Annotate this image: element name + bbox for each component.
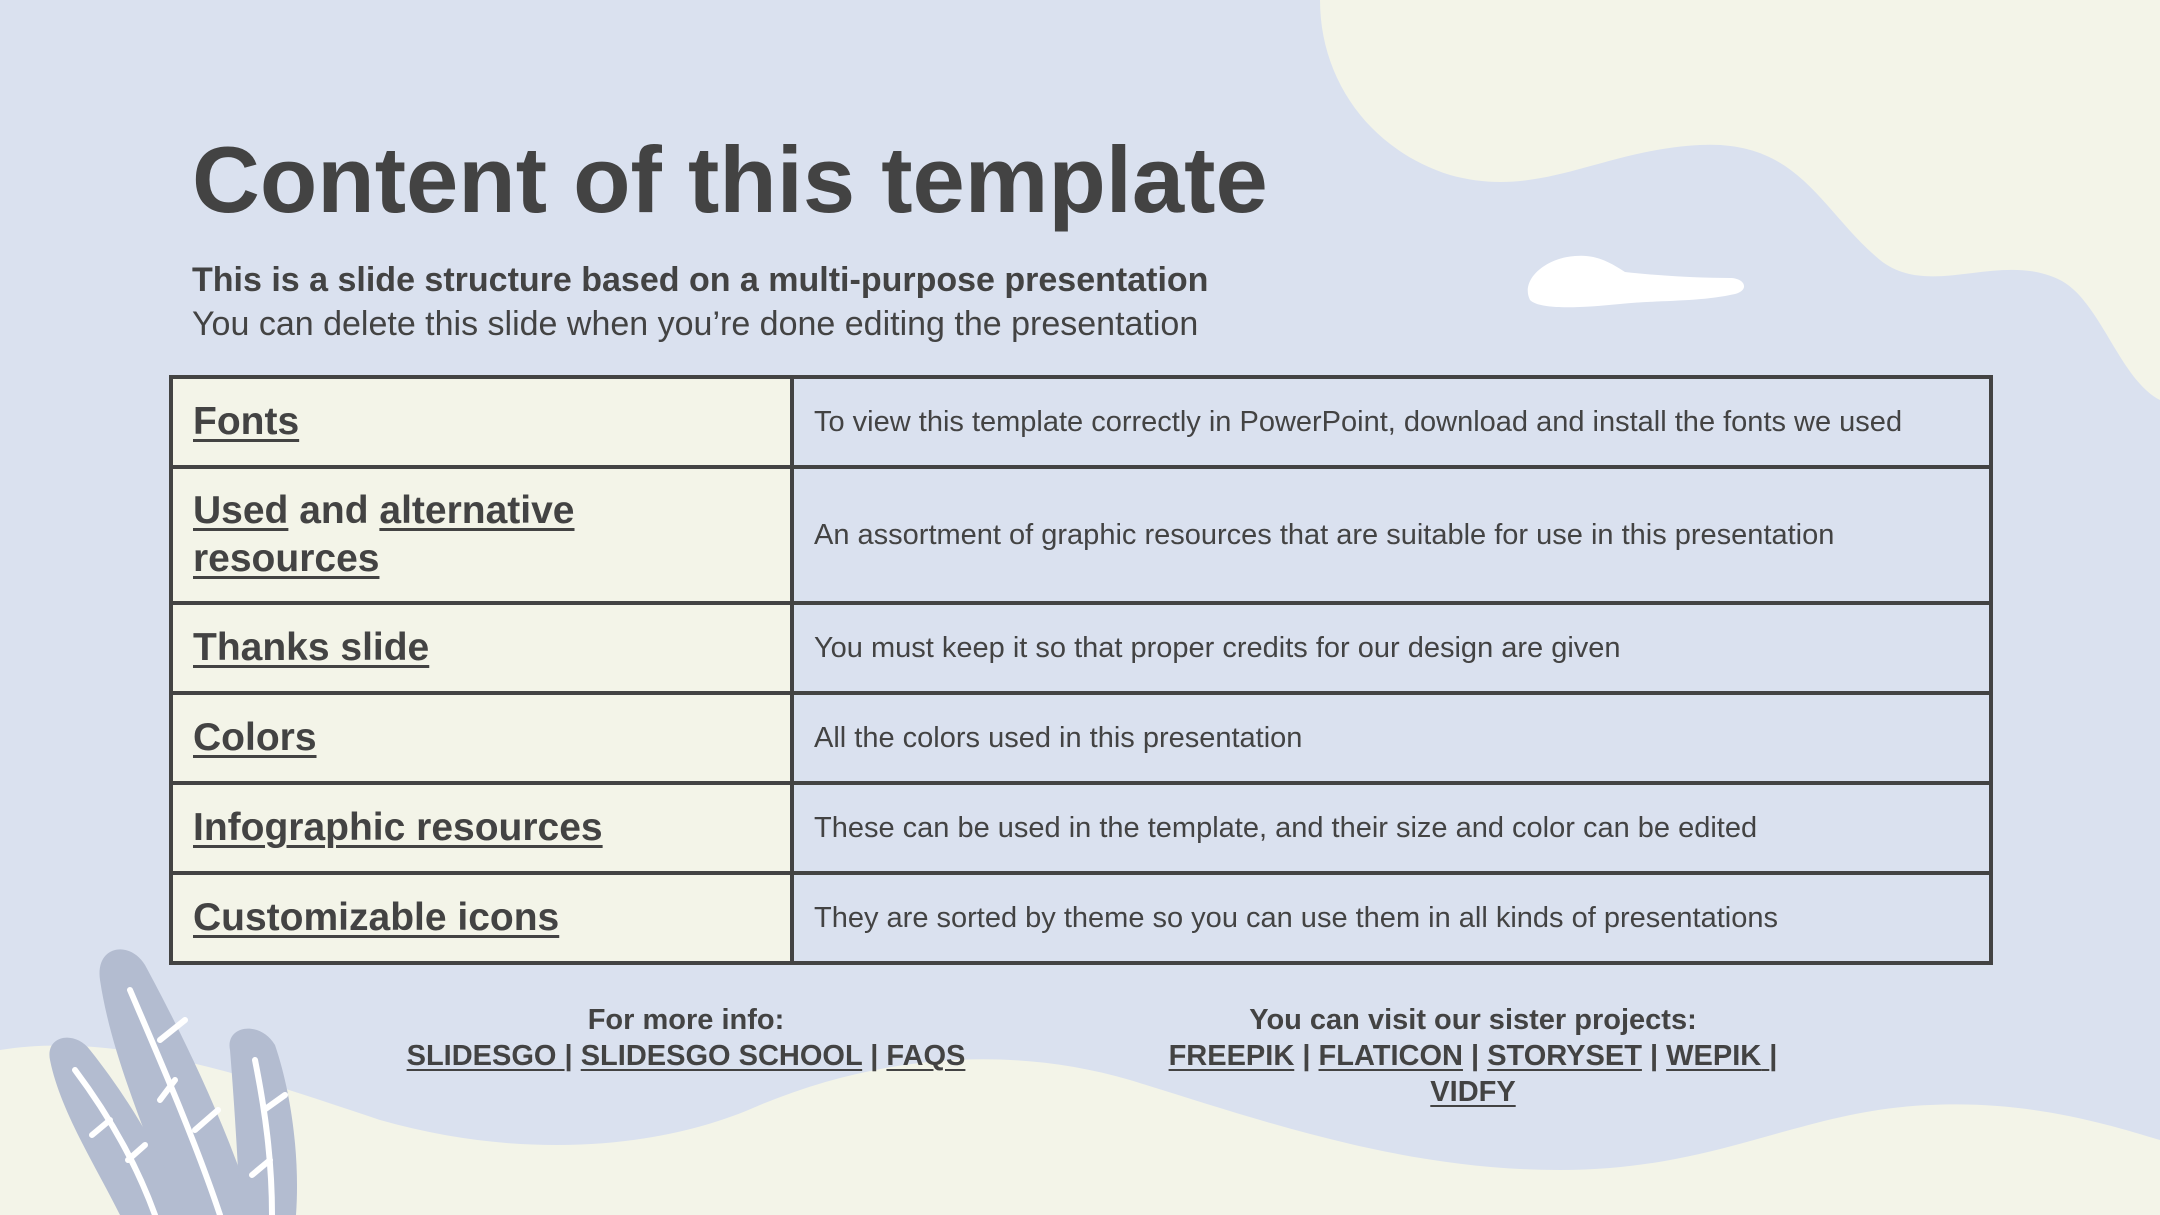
link-separator: | [1471,1040,1480,1072]
page-title: Content of this template [192,127,1268,232]
more-info-heading: For more info: [587,1004,785,1036]
row-description: An assortment of graphic resources that are suitable for use in this presentation [792,467,1991,603]
link-separator: | [564,1040,573,1072]
subtitle-bold: This is a slide structure based on a multi-purpose presentation [192,261,1209,299]
row-label-cell [171,603,792,693]
more-info-links [407,1040,966,1072]
link-separator: | [870,1040,879,1072]
wepik-link[interactable]: WEPIK [1666,1040,1762,1072]
used-resources-link[interactable]: Used [193,489,289,532]
thanks-slide-link[interactable]: Thanks slide [193,626,430,669]
cream-wave-bottom [0,1045,2160,1215]
content-table [169,375,1993,965]
colors-link[interactable]: Colors [193,716,317,759]
flaticon-link[interactable]: FLATICON [1318,1040,1463,1072]
cloud-icon [1528,256,1744,308]
row-description: All the colors used in this presentation [792,693,1991,783]
customizable-icons-link[interactable]: Customizable icons [193,896,560,939]
row-label-cell [171,467,792,603]
row-description: You must keep it so that proper credits for our design are given [792,603,1991,693]
label-connector: and [288,489,380,532]
table-row [171,693,1991,783]
row-description: To view this template correctly in PowerPoint, download and install the fonts we used [792,377,1991,467]
table-row [171,783,1991,873]
subtitle [192,258,1208,346]
row-label-cell [171,377,792,467]
storyset-link[interactable]: STORYSET [1487,1040,1642,1072]
sister-projects-heading: You can visit our sister projects: [1249,1004,1697,1036]
link-separator: | [1769,1040,1778,1072]
table-row [171,377,1991,467]
infographic-resources-link[interactable]: Infographic resources [193,806,603,849]
cream-blob-top-right [1320,0,2160,400]
link-separator: | [1302,1040,1311,1072]
vidfy-link[interactable]: VIDFY [1430,1076,1516,1108]
row-label-cell [171,783,792,873]
row-label-cell [171,693,792,783]
sister-projects-block [1148,1002,1798,1110]
alternative-resources-link[interactable]: alternative resources [193,489,575,580]
subtitle-normal: You can delete this slide when you’re done editing the presentation [192,305,1199,343]
table-row [171,467,1991,603]
row-label-cell [171,873,792,963]
row-description: These can be used in the template, and their size and color can be edited [792,783,1991,873]
freepik-link[interactable]: FREEPIK [1168,1040,1295,1072]
link-separator: | [1649,1040,1659,1072]
table-row [171,873,1991,963]
row-description: They are sorted by theme so you can use them in all kinds of presentations [792,873,1991,963]
sister-projects-links [1169,1040,1778,1108]
slidesgo-school-link[interactable]: SLIDESGO SCHOOL [580,1040,863,1072]
link-trailing-space [556,1040,564,1072]
fonts-link[interactable]: Fonts [193,400,300,443]
slidesgo-link[interactable]: SLIDESGO [406,1040,557,1072]
table-row [171,603,1991,693]
more-info-block [380,1002,992,1074]
faqs-link[interactable]: FAQS [886,1040,966,1072]
